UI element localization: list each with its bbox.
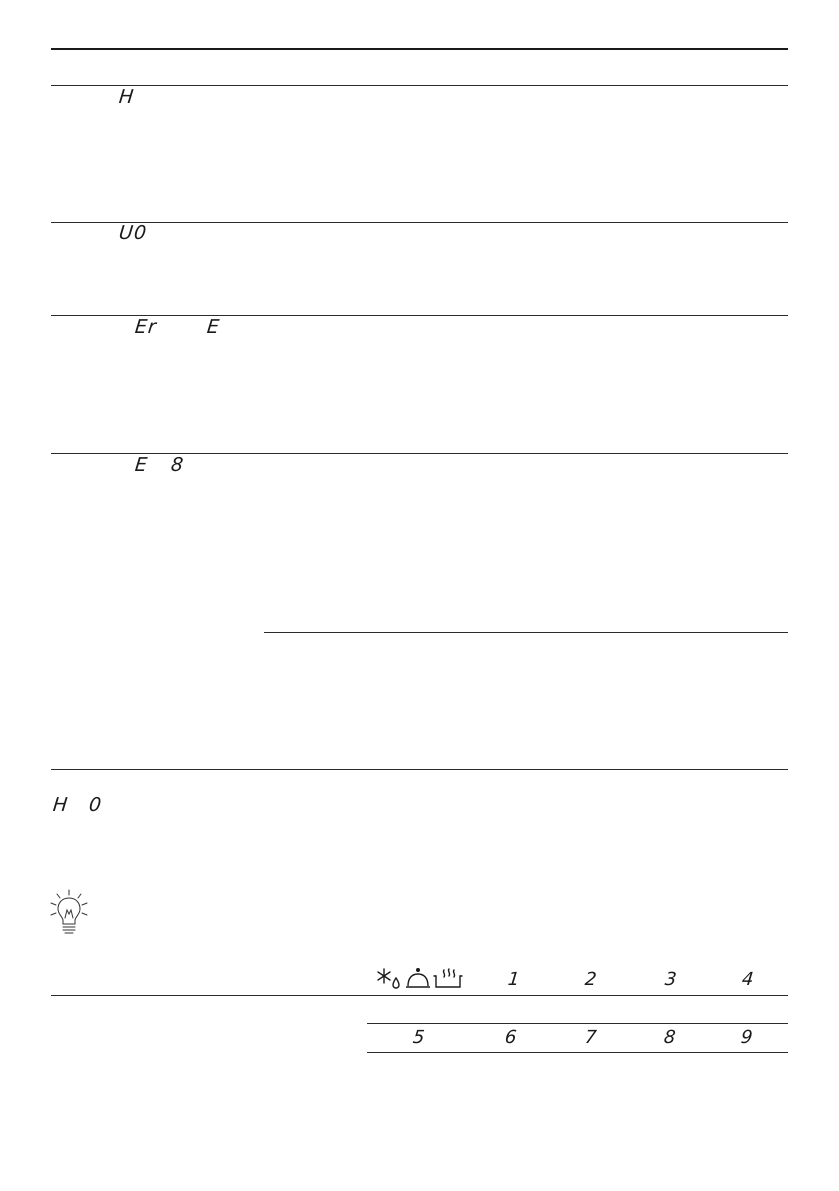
level-2: 2 [583,969,599,990]
display-code-er: Er [133,316,159,338]
display-code-h-footer: H [51,794,70,816]
display-code-8: 8 [169,454,186,476]
display-code-e: E [205,316,222,338]
level-1: 1 [506,969,522,990]
table-header-rule [51,85,788,86]
level-5: 5 [411,1027,427,1048]
levels-rule-1 [51,995,788,996]
frost-drop-icon [378,969,399,988]
levels-rule-3 [367,1052,788,1053]
row-divider-3 [51,453,788,454]
bell-icon [406,969,430,987]
row-divider-1 [51,222,788,223]
display-code-0-footer: 0 [87,794,104,816]
row-subdivider-4 [264,632,788,633]
function-symbols [376,966,466,990]
levels-rule-2 [367,1023,788,1024]
table-top-rule [51,48,788,50]
row-divider-2 [51,315,788,316]
display-code-u0: U0 [117,222,149,244]
level-4: 4 [740,969,756,990]
level-6: 6 [503,1027,519,1048]
level-3: 3 [663,969,679,990]
lightbulb-icon [48,888,90,936]
level-9: 9 [739,1027,755,1048]
table-bottom-rule [51,769,788,770]
level-8: 8 [662,1027,678,1048]
level-7: 7 [583,1027,599,1048]
display-code-h: H [117,86,136,108]
pot-steam-icon [434,969,462,987]
display-code-e-second: E [133,454,150,476]
